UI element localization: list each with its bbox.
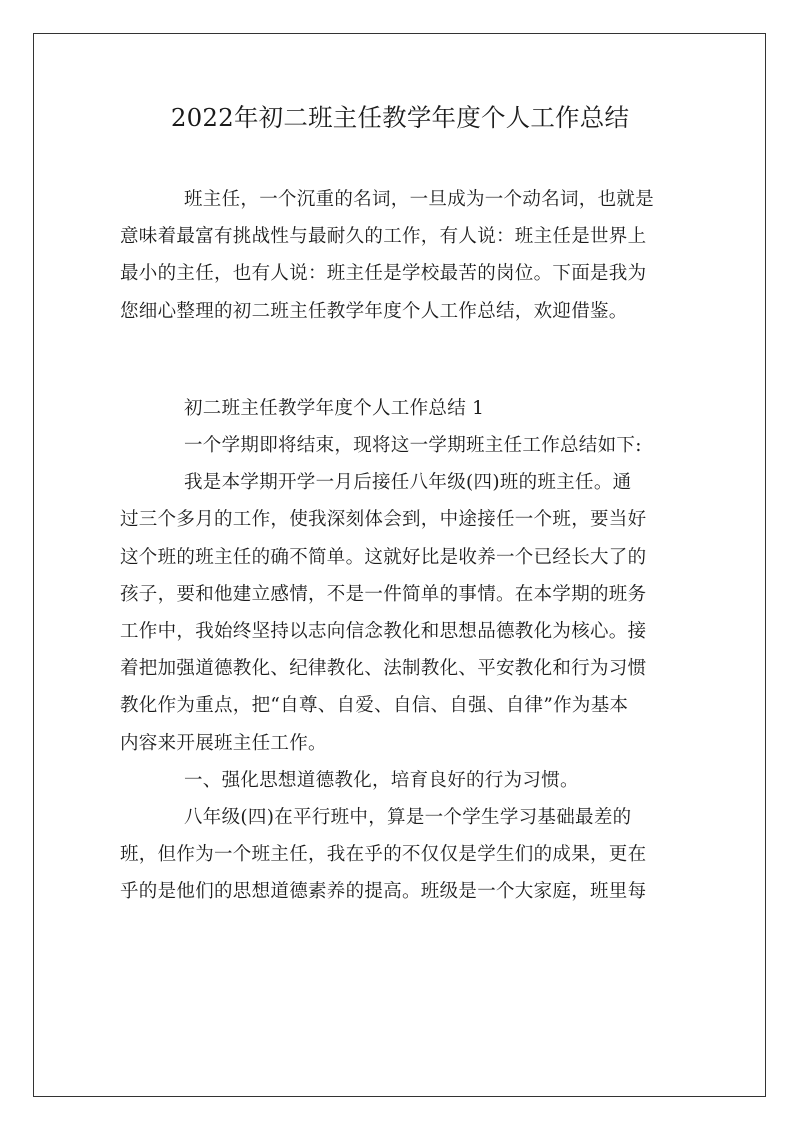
text-line: 内容来开展班主任工作。	[120, 732, 327, 754]
text-line: 班主任，一个沉重的名词，一旦成为一个动名词，也就是	[184, 189, 655, 210]
text-line: 一个学期即将结束，现将这一学期班主任工作总结如下:	[184, 435, 642, 456]
text-line: 您细心整理的初二班主任教学年度个人工作总结，欢迎借鉴。	[120, 300, 628, 322]
text-line: 意味着最富有挑战性与最耐久的工作，有人说：班主任是世界上	[120, 226, 647, 248]
text-line: 这个班的班主任的确不简单。这就好比是收养一个已经长大了的	[120, 546, 647, 568]
section-heading: 初二班主任教学年度个人工作总结 1	[184, 398, 485, 419]
text-line: 乎的是他们的思想道德素养的提高。班级是一个大家庭，班里每	[120, 881, 647, 903]
text-line: 最小的主任，也有人说：班主任是学校最苦的岗位。下面是我为	[120, 263, 647, 285]
text-line: 我是本学期开学一月后接任八年级(四)班的班主任。通	[184, 472, 632, 494]
intro-paragraph	[120, 181, 705, 330]
text-line: 孩子，要和他建立感情，不是一件简单的事情。在本学期的班务	[120, 583, 647, 605]
text-line: 教化作为重点，把“自尊、自爱、自信、自强、自律”作为基本	[120, 695, 629, 717]
text-line: 班，但作为一个班主任，我在乎的不仅仅是学生们的成果，更在	[120, 844, 647, 866]
text-line: 一、强化思想道德教化，培育良好的行为习惯。	[184, 769, 579, 791]
text-line: 着把加强道德教化、纪律教化、法制教化、平安教化和行为习惯	[120, 658, 647, 680]
text-line: 过三个多月的工作，使我深刻体会到，中途接任一个班，要当好	[120, 509, 647, 531]
document-title: 2022年初二班主任教学年度个人工作总结	[170, 103, 630, 132]
text-line: 八年级(四)在平行班中，算是一个学生学习基础最差的	[184, 807, 632, 829]
body-text	[120, 427, 705, 911]
text-line: 工作中，我始终坚持以志向信念教化和思想品德教化为核心。接	[120, 621, 647, 643]
